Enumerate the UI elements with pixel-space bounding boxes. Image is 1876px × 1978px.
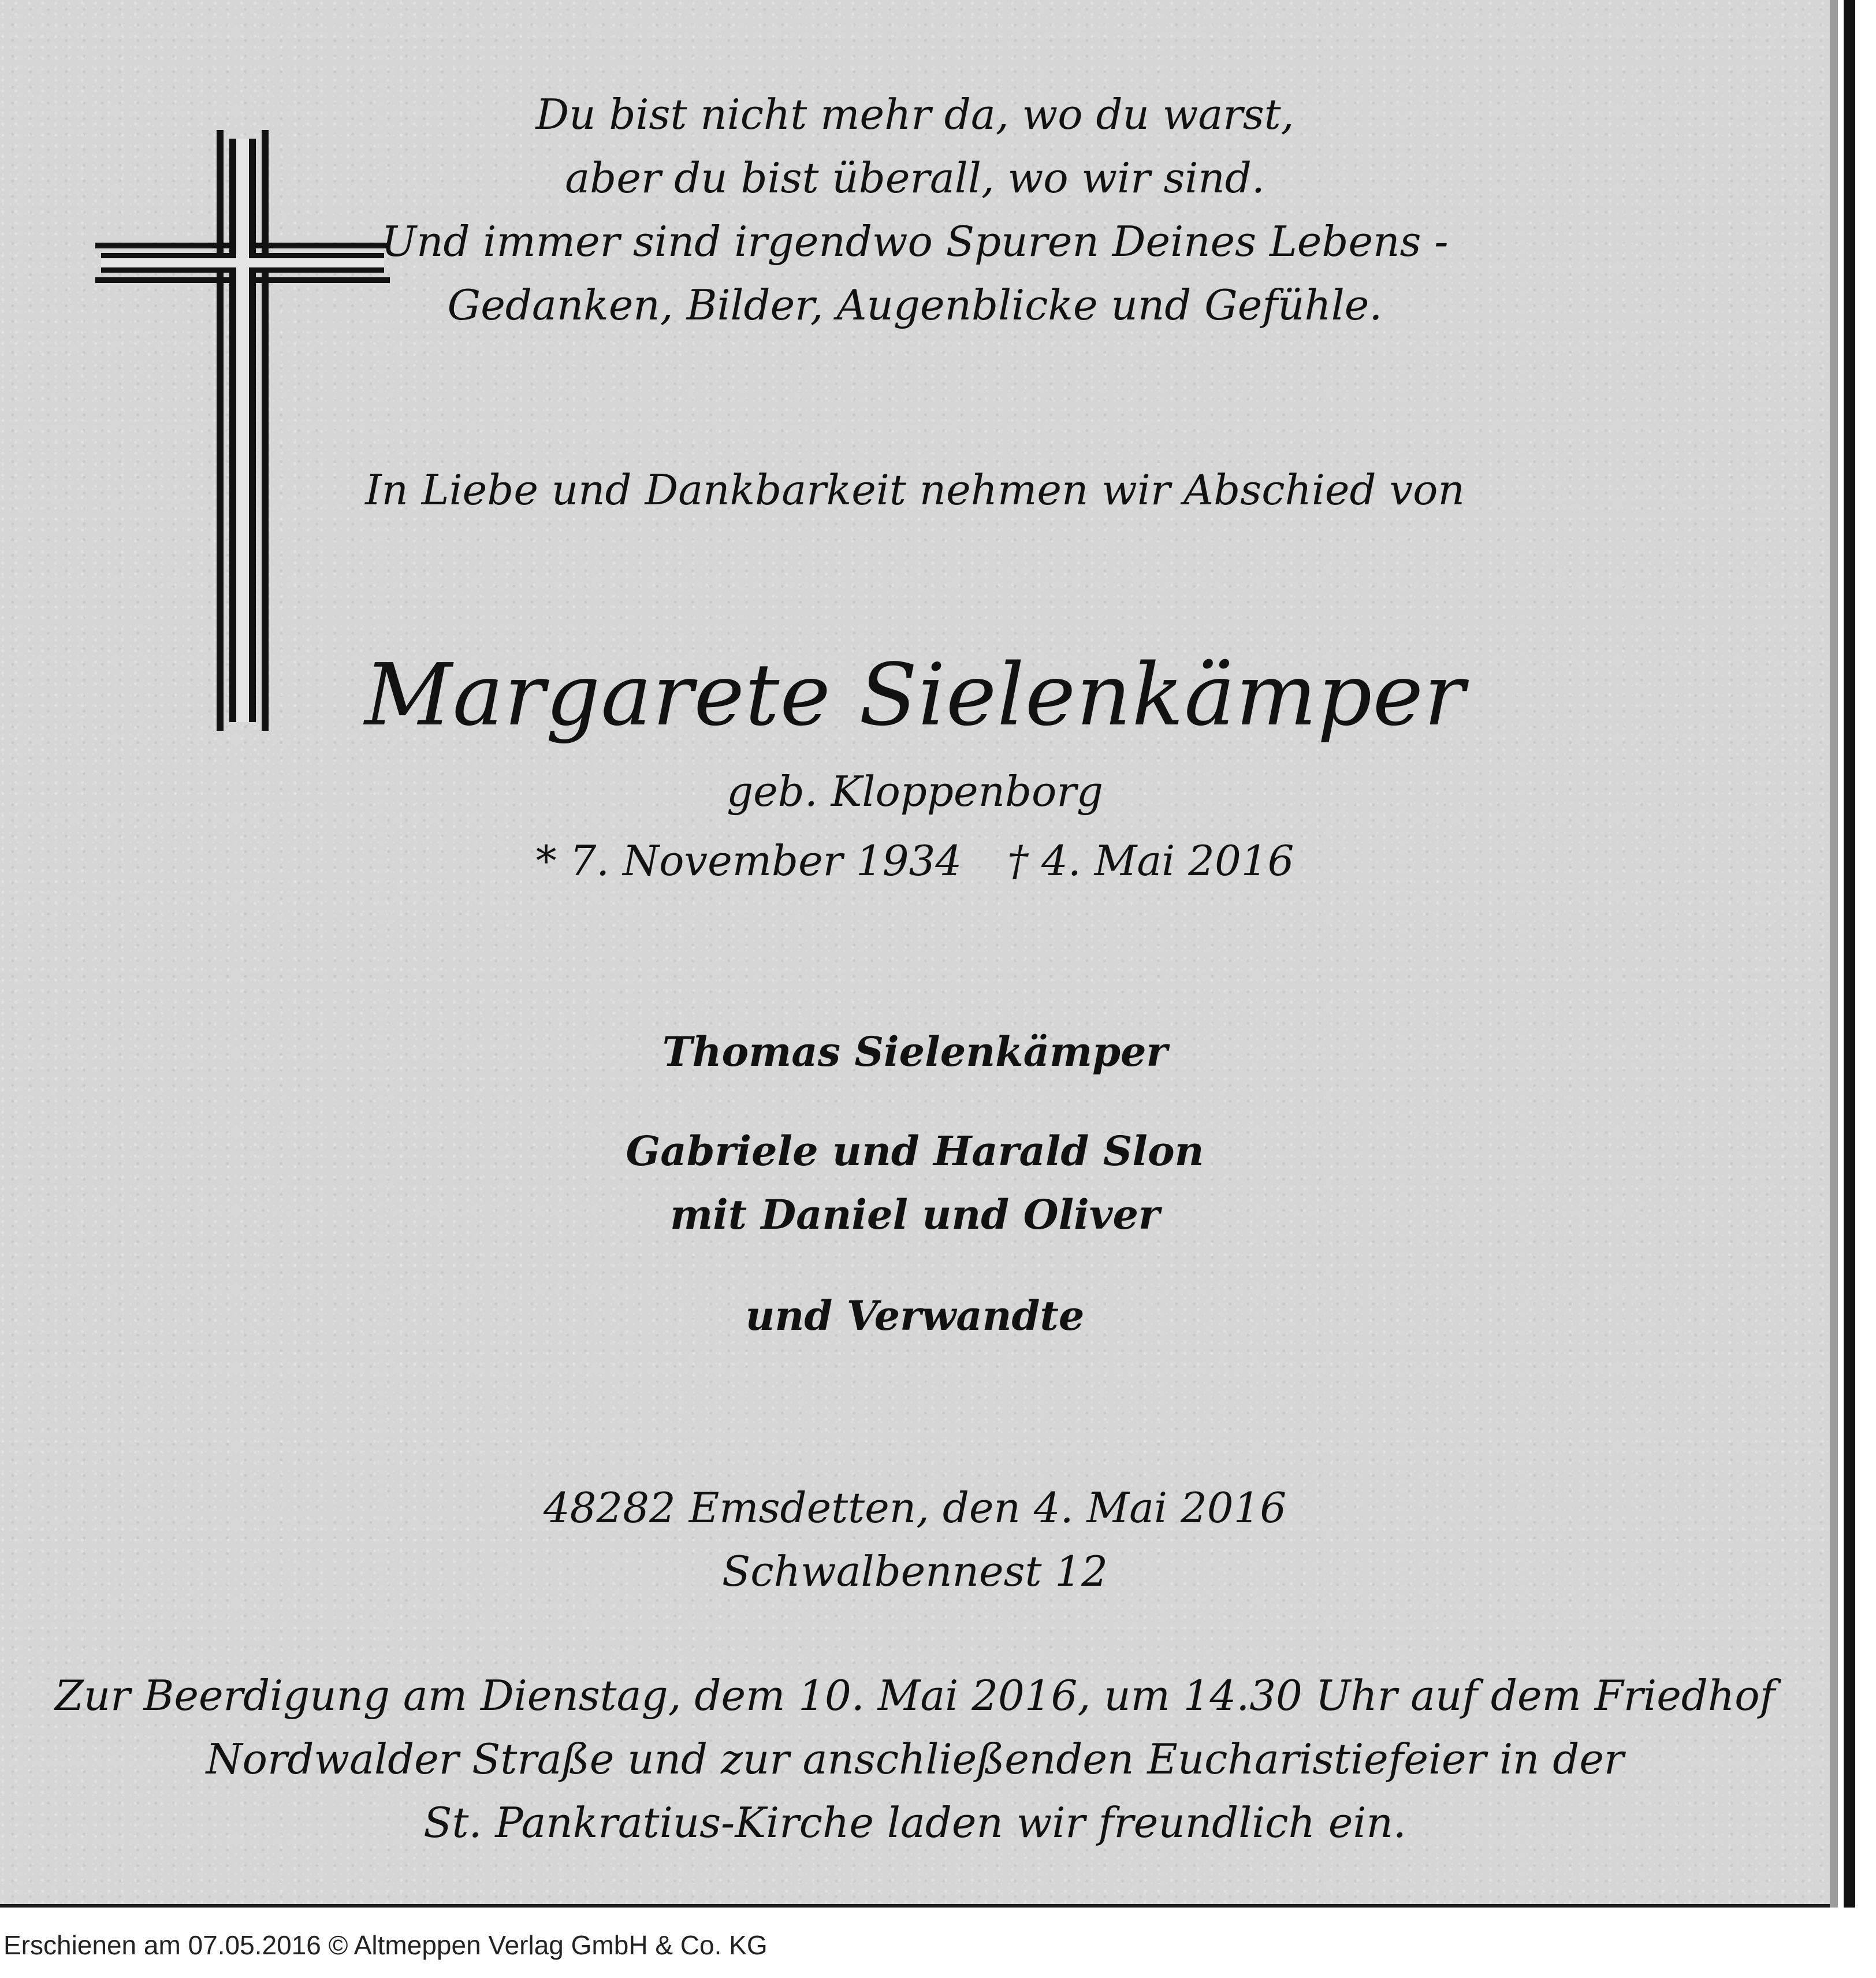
mourner-line: und Verwandte <box>745 1292 1085 1340</box>
death-date: † 4. Mai 2016 <box>1007 836 1294 885</box>
funeral-info <box>0 1664 1830 1854</box>
address <box>0 1476 1830 1603</box>
mourner-line: Gabriele und Harald Slon <box>626 1127 1204 1175</box>
life-dates <box>0 829 1830 893</box>
birth-name: geb. Kloppenborg <box>727 767 1103 816</box>
poem-line: Du bist nicht mehr da, wo du warst, <box>535 90 1294 139</box>
mourner-line: mit Daniel und Oliver <box>670 1191 1160 1239</box>
page-edge <box>1830 0 1876 1908</box>
funeral-line: Zur Beerdigung am Dienstag, dem 10. Mai 2016, um 14.30 Uhr auf dem Friedhof <box>54 1671 1776 1720</box>
funeral-line: Nordwalder Straße und zur anschließenden Eucharistiefeier in der <box>206 1735 1624 1783</box>
poem-line: Gedanken, Bilder, Augenblicke und Gefühle. <box>447 281 1383 329</box>
birth-date: * 7. November 1934 <box>535 836 962 885</box>
funeral-line: St. Pankratius-Kirche laden wir freundlich ein. <box>423 1798 1406 1847</box>
intro-text: In Liebe und Dankbarkeit nehmen wir Abschied von <box>365 466 1465 514</box>
address-line: 48282 Emsdetten, den 4. Mai 2016 <box>543 1484 1287 1532</box>
mourner-line: Thomas Sielenkämper <box>662 1028 1168 1076</box>
poem-line: aber du bist überall, wo wir sind. <box>565 154 1265 202</box>
poem-line: Und immer sind irgendwo Spuren Deines Lebens - <box>381 217 1449 266</box>
deceased-name: Margarete Sielenkämper <box>364 645 1465 745</box>
poem <box>0 83 1830 337</box>
address-line: Schwalbennest 12 <box>721 1547 1108 1596</box>
publication-footer: Erschienen am 07.05.2016 © Altmeppen Verlag GmbH & Co. KG <box>3 1930 768 1960</box>
